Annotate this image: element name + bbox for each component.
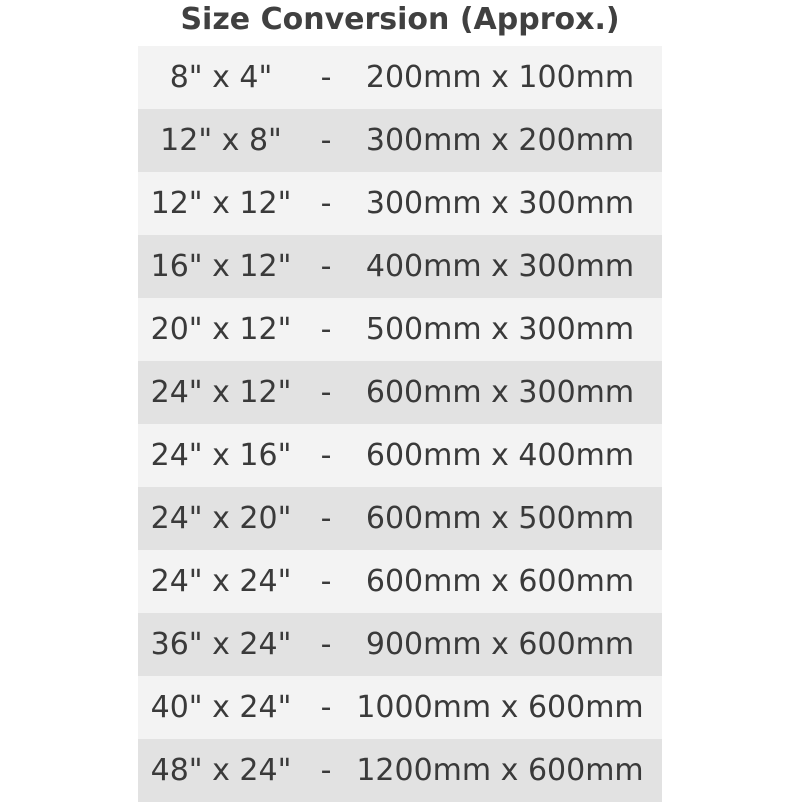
- millimeters-cell: 400mm x 300mm: [365, 249, 635, 284]
- millimeters-cell: 600mm x 300mm: [365, 375, 635, 410]
- table-row: [138, 487, 662, 550]
- table-row: [138, 235, 662, 298]
- separator-dash: -: [320, 501, 332, 536]
- separator-dash: -: [320, 564, 332, 599]
- size-conversion-table: [138, 46, 662, 802]
- table-row: [138, 676, 662, 739]
- separator-dash: -: [320, 60, 332, 95]
- separator-dash: -: [320, 438, 332, 473]
- separator-dash: -: [320, 753, 332, 788]
- inches-cell: 48" x 24": [150, 753, 292, 788]
- separator-dash: -: [320, 123, 332, 158]
- inches-cell: 24" x 24": [150, 564, 292, 599]
- inches-cell: 40" x 24": [150, 690, 292, 725]
- separator-dash: -: [320, 690, 332, 725]
- millimeters-cell: 500mm x 300mm: [365, 312, 635, 347]
- table-row: [138, 613, 662, 676]
- inches-cell: 24" x 20": [150, 501, 292, 536]
- table-row: [138, 298, 662, 361]
- inches-cell: 12" x 12": [150, 186, 292, 221]
- inches-cell: 24" x 12": [150, 375, 292, 410]
- table-row: [138, 424, 662, 487]
- table-row: [138, 172, 662, 235]
- millimeters-cell: 600mm x 600mm: [365, 564, 635, 599]
- separator-dash: -: [320, 375, 332, 410]
- inches-cell: 12" x 8": [160, 123, 282, 158]
- separator-dash: -: [320, 186, 332, 221]
- table-row: [138, 739, 662, 802]
- inches-cell: 8" x 4": [169, 60, 273, 95]
- millimeters-cell: 900mm x 600mm: [365, 627, 635, 662]
- inches-cell: 36" x 24": [150, 627, 292, 662]
- millimeters-cell: 200mm x 100mm: [365, 60, 635, 95]
- millimeters-cell: 600mm x 400mm: [365, 438, 635, 473]
- millimeters-cell: 1000mm x 600mm: [356, 690, 644, 725]
- separator-dash: -: [320, 249, 332, 284]
- table-row: [138, 46, 662, 109]
- inches-cell: 16" x 12": [150, 249, 292, 284]
- table-row: [138, 550, 662, 613]
- inches-cell: 24" x 16": [150, 438, 292, 473]
- page-title: Size Conversion (Approx.): [180, 2, 620, 37]
- millimeters-cell: 300mm x 300mm: [365, 186, 635, 221]
- separator-dash: -: [320, 627, 332, 662]
- table-row: [138, 109, 662, 172]
- millimeters-cell: 600mm x 500mm: [365, 501, 635, 536]
- table-row: [138, 361, 662, 424]
- separator-dash: -: [320, 312, 332, 347]
- millimeters-cell: 1200mm x 600mm: [356, 753, 644, 788]
- inches-cell: 20" x 12": [150, 312, 292, 347]
- millimeters-cell: 300mm x 200mm: [365, 123, 635, 158]
